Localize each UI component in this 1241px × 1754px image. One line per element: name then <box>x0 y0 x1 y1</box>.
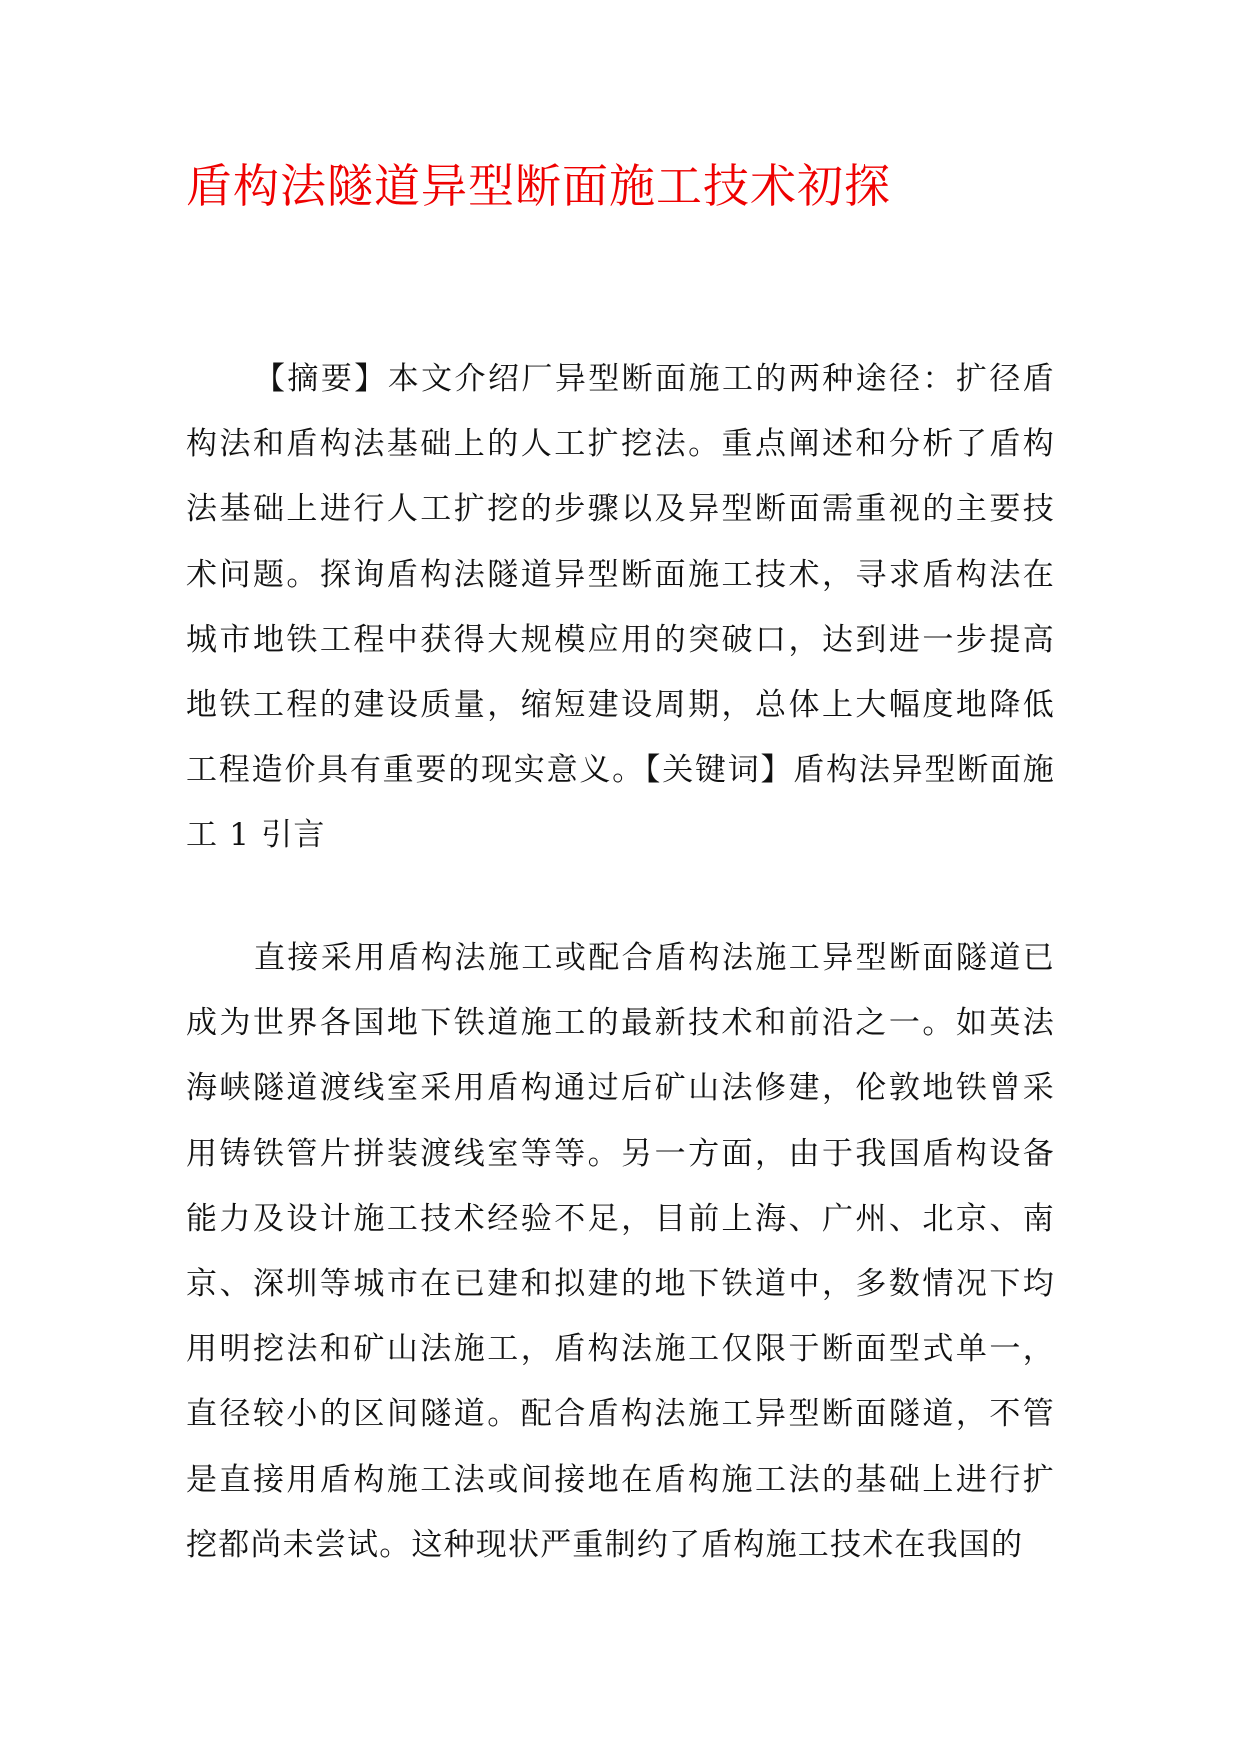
document-title: 盾构法隧道异型断面施工技术初探 <box>186 159 891 213</box>
intro-paragraph: 直接采用盾构法施工或配合盾构法施工异型断面隧道已成为世界各国地下铁道施工的最新技术和前沿之一。如英法海峡隧道渡线室采用盾构通过后矿山法修建，伦敦地铁曾采用铸铁管片拼装渡线室等等。另一方面，由于我国盾构设备能力及设计施工技术经验不足，目前上海、广州、北京、南京、深圳等城市在已建和拟建的地下铁道中，多数情况下均用明挖法和矿山法施工，盾构法施工仅限于断面型式单一，直径较小的区间隧道。配合盾构法施工异型断面隧道，不管是直接用盾构施工法或间接地在盾构施工法的基础上进行扩挖都尚未尝试。这种现状严重制约了盾构施工技术在我国的 <box>186 940 1055 1563</box>
abstract-paragraph: 【摘要】本文介绍厂异型断面施工的两种途径：扩径盾构法和盾构法基础上的人工扩挖法。重点阐述和分析了盾构法基础上进行人工扩挖的步骤以及异型断面需重视的主要技术问题。探询盾构法隧道异型断面施工技术，寻求盾构法在城市地铁工程中获得大规模应用的突破口，达到进一步提高地铁工程的建设质量，缩短建设周期，总体上大幅度地降低工程造价具有重要的现实意义。【关键词】盾构法异型断面施工 1 引言 <box>186 361 1055 854</box>
